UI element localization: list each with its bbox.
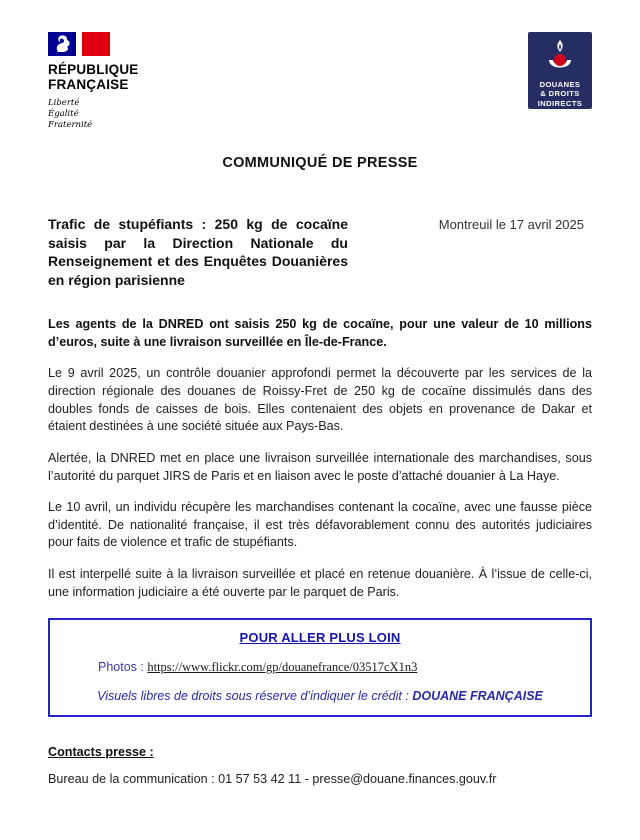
info-box [48,618,592,717]
contacts-section [48,745,592,786]
motto [48,98,139,131]
douanes-flame-icon [538,38,582,78]
motto-fraternite: Fraternité [48,120,93,131]
douanes-logo-text [538,80,583,108]
credit-name: DOUANE FRANÇAISE [412,689,543,704]
photos-label: Photos : [98,660,144,675]
republique-francaise-logo [48,32,139,131]
paragraph-3: Le 10 avril, un individu récupère les marchandises contenant la cocaïne, avec une fausse pièce d’identité. De nationalité française, il est très défavorablement connu des autorités judiciaires pour faits de violence et trafic de stupéfiants. [48,500,592,550]
headline-row [48,215,592,289]
republique-name [48,62,139,92]
credit-line [62,689,578,703]
photos-link[interactable]: https://www.flickr.com/gp/douanefrance/03517cX1n3 [147,660,418,675]
lead-paragraph: Les agents de la DNRED ont saisis 250 kg de cocaïne, pour une valeur de 10 millions d’euros, suite à une livraison surveillée en Île-de-France. [48,317,592,349]
photos-line [62,660,578,675]
republique-line1: RÉPUBLIQUE [48,62,139,77]
headline: Trafic de stupéfiants : 250 kg de cocaïne saisis par la Direction Nationale du Renseignement et des Enquêtes Douanières en région parisienne [48,216,348,288]
french-flag-marianne-icon [48,32,110,56]
douanes-text-1: DOUANES [539,80,581,89]
douanes-logo [528,32,592,109]
info-box-title: POUR ALLER PLUS LOIN [239,630,401,646]
douanes-text-2: & DROITS [540,89,580,99]
document-title: COMMUNIQUÉ DE PRESSE [222,155,418,172]
douanes-text-3: INDIRECTS [537,98,583,108]
contacts-heading: Contacts presse : [48,745,154,760]
republique-line2: FRANÇAISE [48,77,129,93]
paragraph-1: Le 9 avril 2025, un contrôle douanier approfondi permet la découverte par les services de la direction régionale des douanes de Roissy-Fret de 250 kg de cocaïne dissimulés dans des doubles fonds de caisses de bois. Elles contenaient des objets en provenance de Dakar et étaient destinées à une société située aux Pays-Bas. [48,366,592,434]
credit-prefix: Visuels libres de droits sous réserve d’indiquer le crédit : [97,689,409,704]
dateline: Montreuil le 17 avril 2025 [438,217,584,233]
paragraph-2: Alertée, la DNRED met en place une livraison surveillée internationale des marchandises, sous l’autorité du parquet JIRS de Paris et en liaison avec le poste d’attaché douanier à La Haye. [48,450,592,483]
header [48,32,592,131]
contacts-line: Bureau de la communication : 01 57 53 42 11 - presse@douane.finances.gouv.fr [48,772,497,787]
motto-liberte: Liberté [48,98,80,109]
paragraph-4: Il est interpellé suite à la livraison surveillée et placé en retenue douanière. À l’issue de celle-ci, une information judiciaire a été ouverte par le parquet de Paris. [48,567,592,599]
motto-egalite: Égalité [48,109,79,120]
